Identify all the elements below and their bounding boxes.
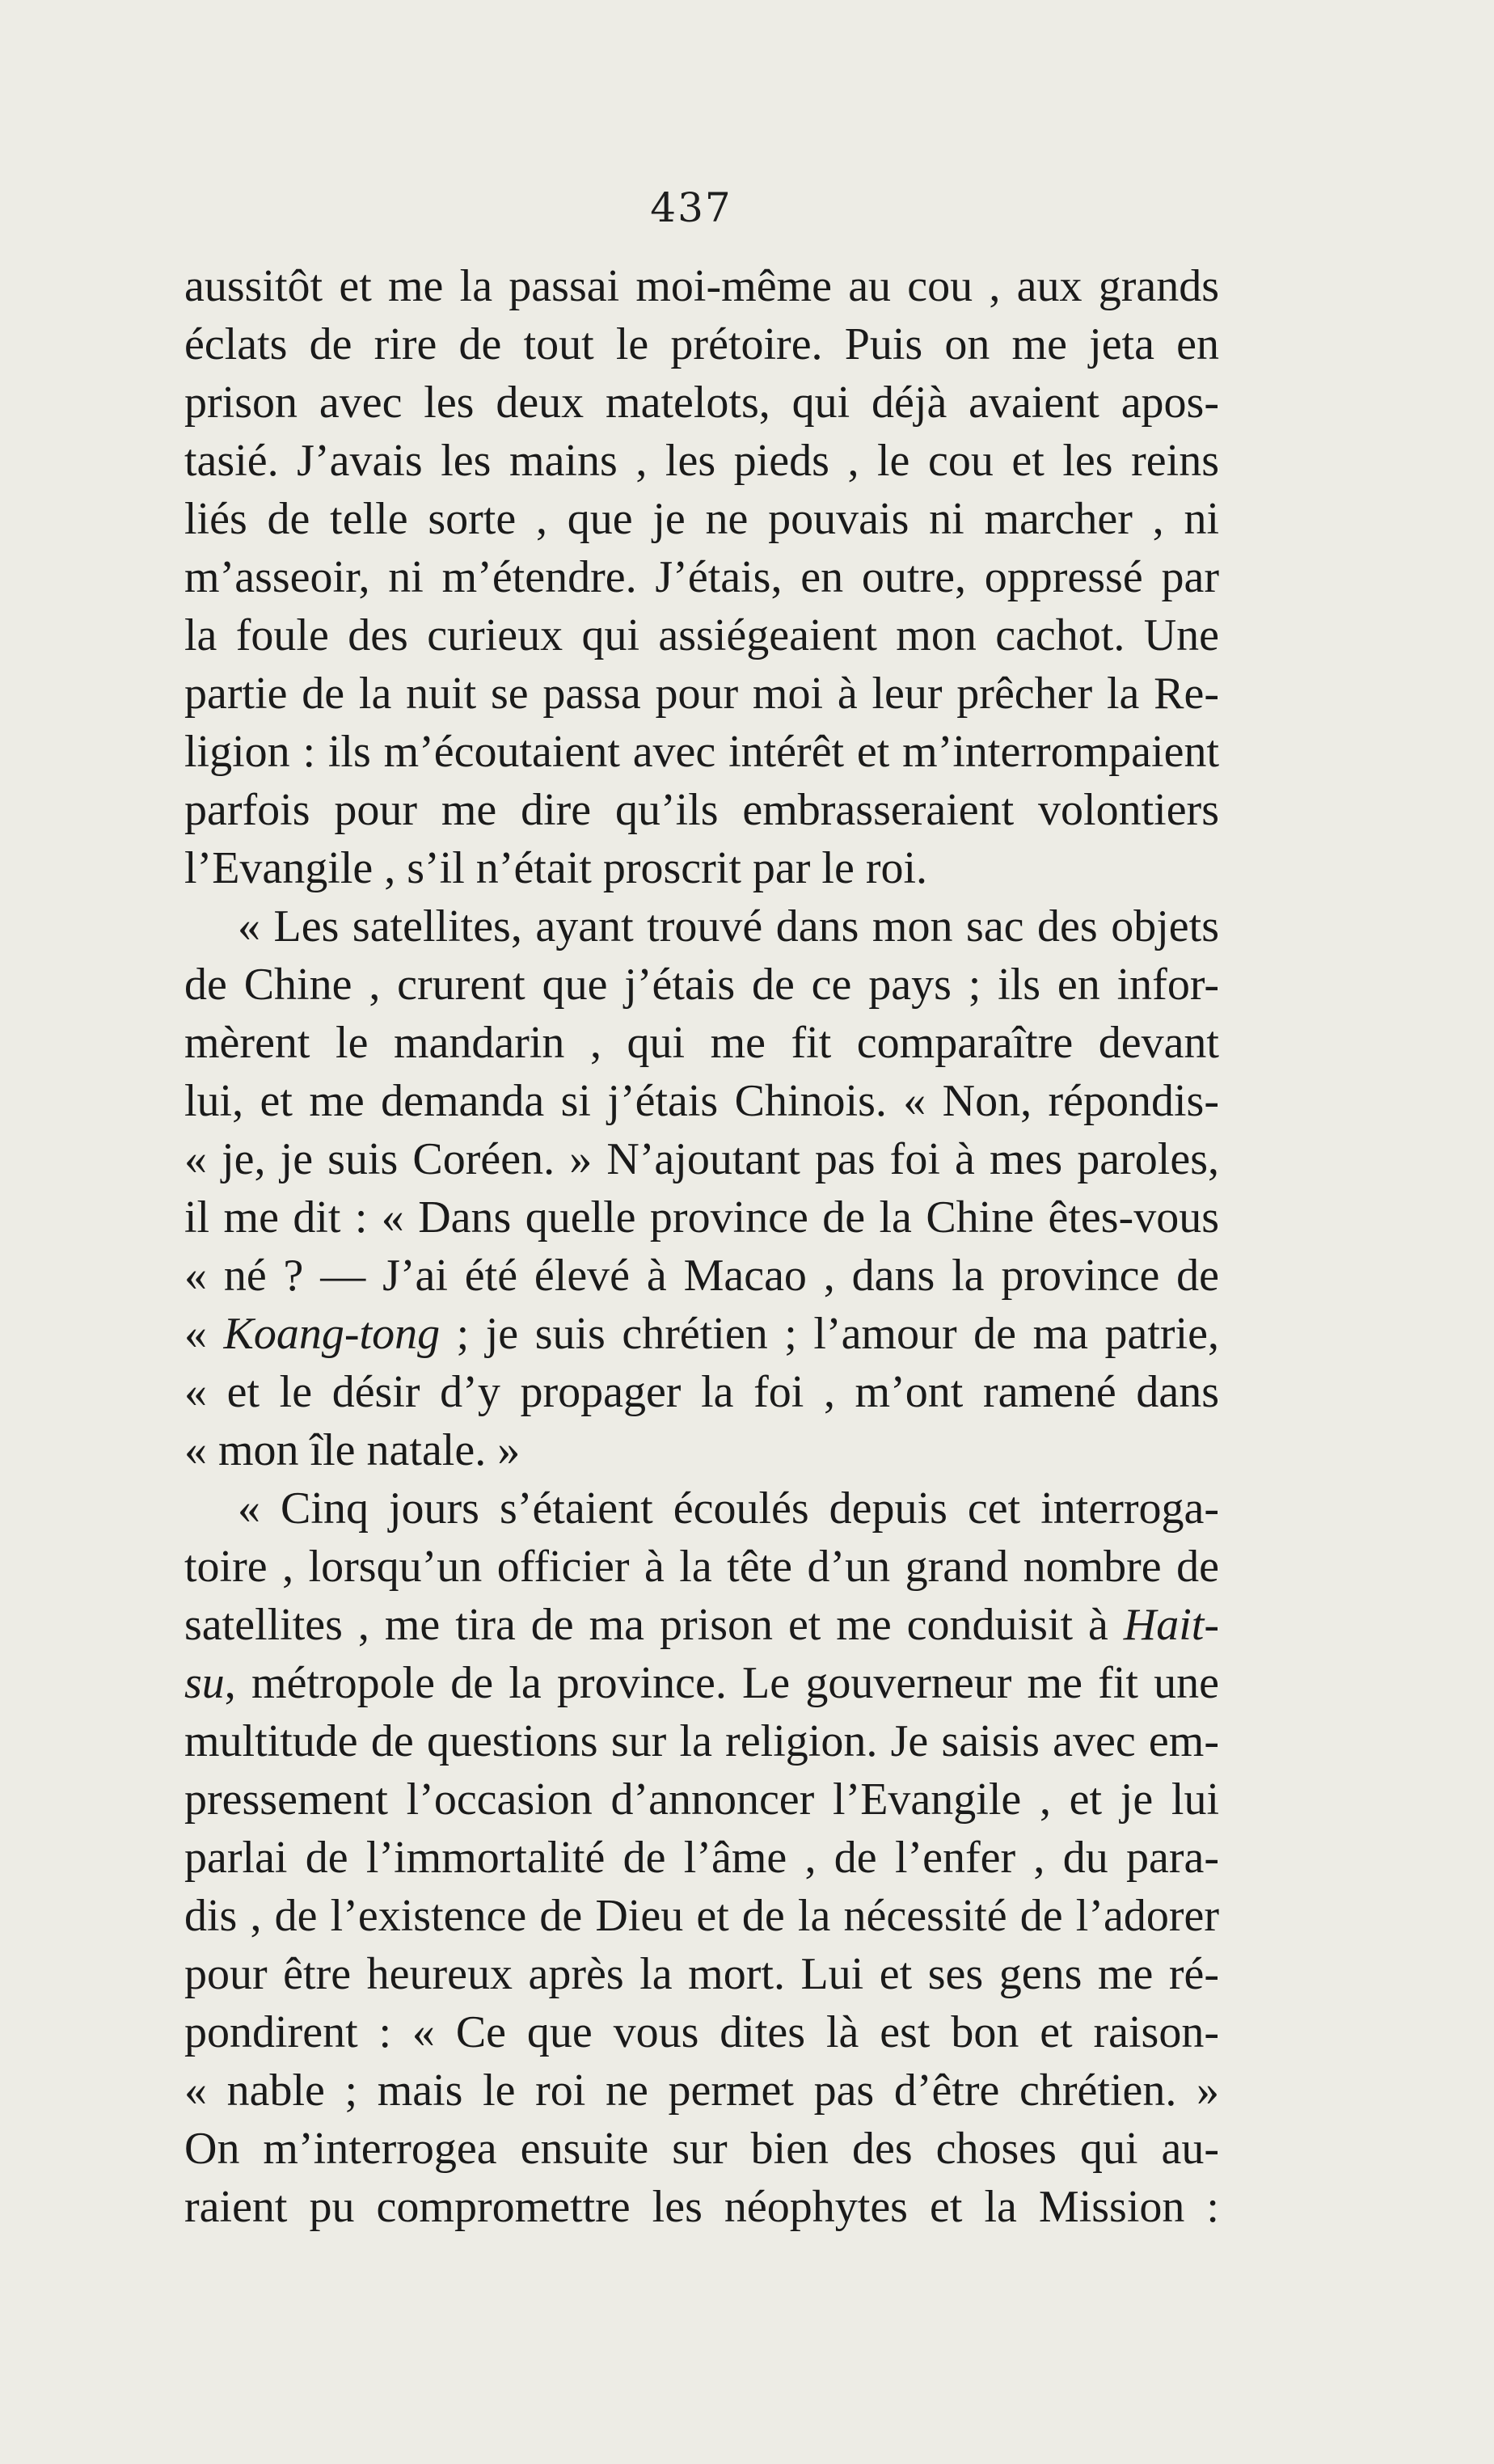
text-line: il me dit : « Dans quelle province de la Chine êtes-vous bbox=[184, 1192, 1219, 1243]
text-line: « Koang-tong ; je suis chrétien ; l’amour de ma patrie, bbox=[184, 1309, 1219, 1359]
text-line: tasié. J’avais les mains , les pieds , le cou et les reins bbox=[184, 436, 1219, 486]
text-line: parfois pour me dire qu’ils embrasseraient volontiers bbox=[184, 785, 1219, 835]
text-line: aussitôt et me la passai moi-même au cou , aux grands bbox=[184, 261, 1219, 311]
text-line: pondirent : « Ce que vous dites là est bon et raison- bbox=[184, 2007, 1219, 2057]
text-line: parlai de l’immortalité de l’âme , de l’enfer , du para- bbox=[184, 1833, 1219, 1883]
text-line: satellites , me tira de ma prison et me conduisit à Hait- bbox=[184, 1600, 1219, 1650]
text-line: « Cinq jours s’étaient écoulés depuis cet interroga- bbox=[238, 1483, 1219, 1534]
text-line: « nable ; mais le roi ne permet pas d’être chrétien. » bbox=[184, 2065, 1219, 2116]
text-line: « mon île natale. » bbox=[184, 1425, 521, 1475]
text-line: partie de la nuit se passa pour moi à leur prêcher la Re- bbox=[184, 669, 1219, 719]
text-line: mèrent le mandarin , qui me fit comparaître devant bbox=[184, 1018, 1219, 1068]
text-line: On m’interrogea ensuite sur bien des choses qui au- bbox=[184, 2124, 1219, 2174]
text-line: toire , lorsqu’un officier à la tête d’un grand nombre de bbox=[184, 1542, 1219, 1592]
text-line: pressement l’occasion d’annoncer l’Evangile , et je lui bbox=[184, 1774, 1219, 1825]
body-text bbox=[184, 257, 1219, 2236]
text-line: « né ? — J’ai été élevé à Macao , dans la province de bbox=[184, 1251, 1219, 1301]
text-line: raient pu compromettre les néophytes et la Mission : bbox=[184, 2182, 1219, 2232]
text-line: de Chine , crurent que j’étais de ce pays ; ils en infor- bbox=[184, 960, 1219, 1010]
text-line: éclats de rire de tout le prétoire. Puis on me jeta en bbox=[184, 319, 1219, 369]
page-number: 437 bbox=[650, 184, 732, 231]
text-line: m’asseoir, ni m’étendre. J’étais, en outre, oppressé par bbox=[184, 552, 1219, 602]
text-line: lui, et me demanda si j’étais Chinois. « Non, répondis- bbox=[184, 1076, 1219, 1126]
text-line: « je, je suis Coréen. » N’ajoutant pas foi à mes paroles, bbox=[184, 1134, 1219, 1184]
text-line: ligion : ils m’écoutaient avec intérêt et m’interrompaient bbox=[184, 727, 1219, 777]
text-line: liés de telle sorte , que je ne pouvais ni marcher , ni bbox=[184, 494, 1219, 544]
text-line: « Les satellites, ayant trouvé dans mon sac des objets bbox=[238, 901, 1219, 951]
text-line: dis , de l’existence de Dieu et de la nécessité de l’adorer bbox=[184, 1891, 1219, 1941]
text-line: su, métropole de la province. Le gouverneur me fit une bbox=[184, 1658, 1219, 1708]
text-line: l’Evangile , s’il n’était proscrit par le roi. bbox=[184, 843, 928, 893]
text-line: pour être heureux après la mort. Lui et ses gens me ré- bbox=[184, 1949, 1219, 1999]
text-line: prison avec les deux matelots, qui déjà avaient apos- bbox=[184, 378, 1219, 428]
text-line: la foule des curieux qui assiégeaient mon cachot. Une bbox=[184, 610, 1219, 660]
text-line: « et le désir d’y propager la foi , m’ont ramené dans bbox=[184, 1367, 1219, 1417]
text-line: multitude de questions sur la religion. Je saisis avec em- bbox=[184, 1716, 1219, 1766]
